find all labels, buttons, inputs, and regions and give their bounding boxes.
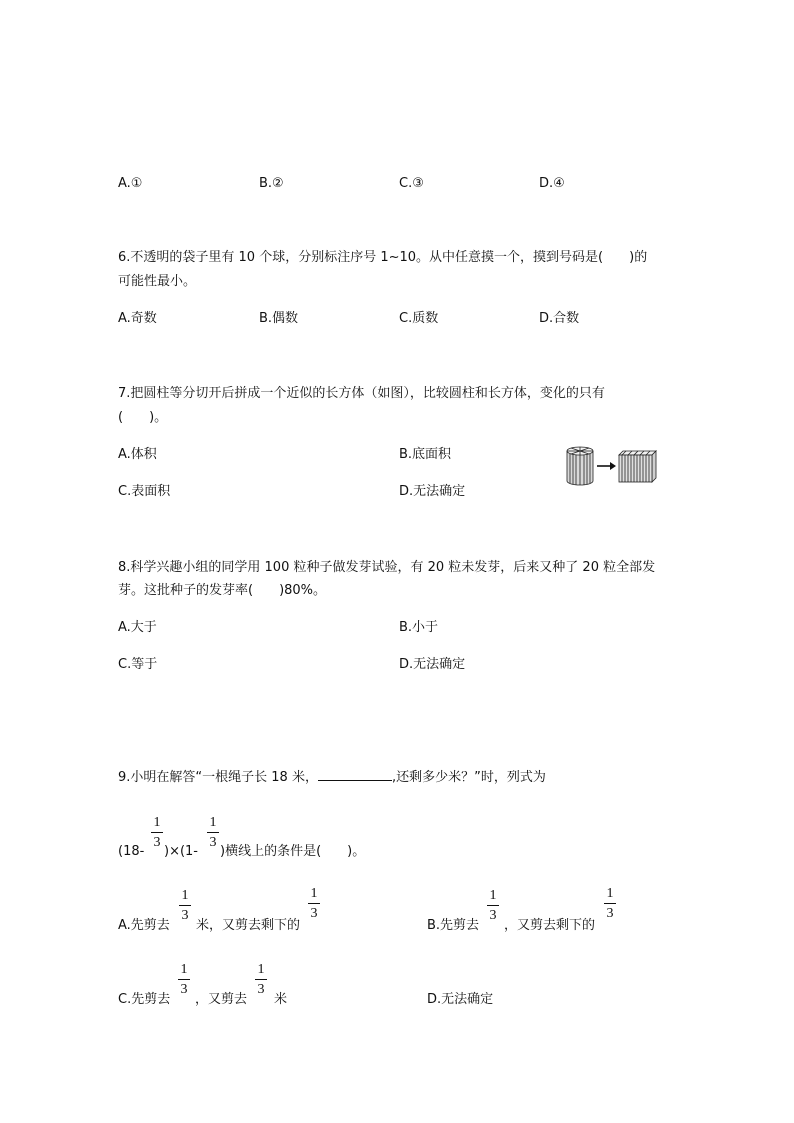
- q9-option-b-part1: B.先剪去: [427, 918, 480, 933]
- q6-stem-line2: 可能性最小。: [118, 274, 197, 289]
- q7-stem-line1: 7.把圆柱等分切开后拼成一个近似的长方体（如图），比较圆柱和长方体，变化的只有: [118, 386, 605, 401]
- q9-stem-part1: 9.小明在解答“一根绳子长 18 米，: [118, 770, 318, 785]
- fraction-bar: [151, 832, 163, 833]
- q9-stem-part2: ,还剩多少米？”时，列式为: [391, 770, 546, 785]
- q7-option-b: B.底面积: [399, 447, 452, 462]
- q7-option-c: C.表面积: [118, 484, 171, 499]
- q9-expr-part1: (18-: [118, 844, 145, 859]
- q9-option-c-fraction-2: [255, 962, 267, 997]
- q9-option-a-fraction-2: [308, 886, 320, 921]
- fraction-numerator: 1: [209, 815, 217, 830]
- fraction-denominator: 3: [310, 906, 318, 921]
- q9-option-b-part2: ，又剪去剩下的: [504, 918, 596, 933]
- q9-option-c-part3: 米: [274, 992, 288, 1007]
- q9-option-a-part1: A.先剪去: [118, 918, 170, 933]
- fraction-denominator: 3: [489, 908, 497, 923]
- q9-option-b-fraction-2: [604, 886, 616, 921]
- q8-option-d: D.无法确定: [399, 657, 466, 672]
- q6-option-c: C.质数: [399, 311, 439, 326]
- fraction-denominator: 3: [209, 835, 217, 850]
- q9-answer-blank: [318, 769, 392, 781]
- cylinder-to-cuboid-figure: [564, 444, 660, 486]
- fraction-bar: [604, 903, 616, 904]
- fraction-numerator: 1: [181, 888, 189, 903]
- q9-expr-part2: )×(1-: [164, 844, 198, 859]
- q6-option-d: D.合数: [539, 311, 580, 326]
- right-arrow-icon: [597, 462, 616, 470]
- fraction-denominator: 3: [153, 835, 161, 850]
- q9-expr-fraction-1: [151, 815, 163, 850]
- q8-option-a: A.大于: [118, 620, 157, 635]
- q9-option-d: D.无法确定: [427, 992, 494, 1007]
- fraction-numerator: 1: [180, 962, 188, 977]
- q6-option-a: A.奇数: [118, 311, 157, 326]
- q7-option-a: A.体积: [118, 447, 157, 462]
- fraction-denominator: 3: [606, 906, 614, 921]
- fraction-bar: [308, 903, 320, 904]
- fraction-bar: [207, 832, 219, 833]
- q9-option-c-part2: ，又剪去: [195, 992, 248, 1007]
- q5-option-a: A.①: [118, 176, 143, 191]
- fraction-bar: [487, 905, 499, 906]
- fraction-denominator: 3: [181, 908, 189, 923]
- q9-option-a-fraction-1: [179, 888, 191, 923]
- cuboid-shape: [619, 451, 656, 482]
- fraction-bar: [179, 905, 191, 906]
- fraction-bar: [255, 979, 267, 980]
- q9-expr-fraction-2: [207, 815, 219, 850]
- fraction-denominator: 3: [257, 982, 265, 997]
- q6-stem-line1: 6.不透明的袋子里有 10 个球，分别标注序号 1~10。从中任意摸一个，摸到号码是( )的: [118, 250, 648, 265]
- q8-stem-line1: 8.科学兴趣小组的同学用 100 粒种子做发芽试验，有 20 粒未发芽，后来又种了 20 粒全部发: [118, 560, 656, 575]
- fraction-denominator: 3: [180, 982, 188, 997]
- q8-option-c: C.等于: [118, 657, 158, 672]
- q5-option-c: C.③: [399, 176, 424, 191]
- q9-option-a-part2: 米，又剪去剩下的: [196, 918, 301, 933]
- q7-stem-line2: ( )。: [118, 410, 168, 425]
- q8-option-b: B.小于: [399, 620, 439, 635]
- q9-option-b-fraction-1: [487, 888, 499, 923]
- fraction-bar: [178, 979, 190, 980]
- q5-option-d: D.④: [539, 176, 565, 191]
- fraction-numerator: 1: [606, 886, 614, 901]
- fraction-numerator: 1: [153, 815, 161, 830]
- q9-expr-part3: )横线上的条件是( )。: [220, 844, 366, 859]
- fraction-numerator: 1: [489, 888, 497, 903]
- cylinder-shape: [567, 447, 593, 485]
- fraction-numerator: 1: [310, 886, 318, 901]
- q9-option-c-fraction-1: [178, 962, 190, 997]
- q8-stem-line2: 芽。这批种子的发芽率( )80%。: [118, 583, 327, 598]
- q6-option-b: B.偶数: [259, 311, 299, 326]
- q5-option-b: B.②: [259, 176, 284, 191]
- q7-option-d: D.无法确定: [399, 484, 466, 499]
- fraction-numerator: 1: [257, 962, 265, 977]
- q9-option-c-part1: C.先剪去: [118, 992, 171, 1007]
- q9-stem-line1: [118, 769, 546, 786]
